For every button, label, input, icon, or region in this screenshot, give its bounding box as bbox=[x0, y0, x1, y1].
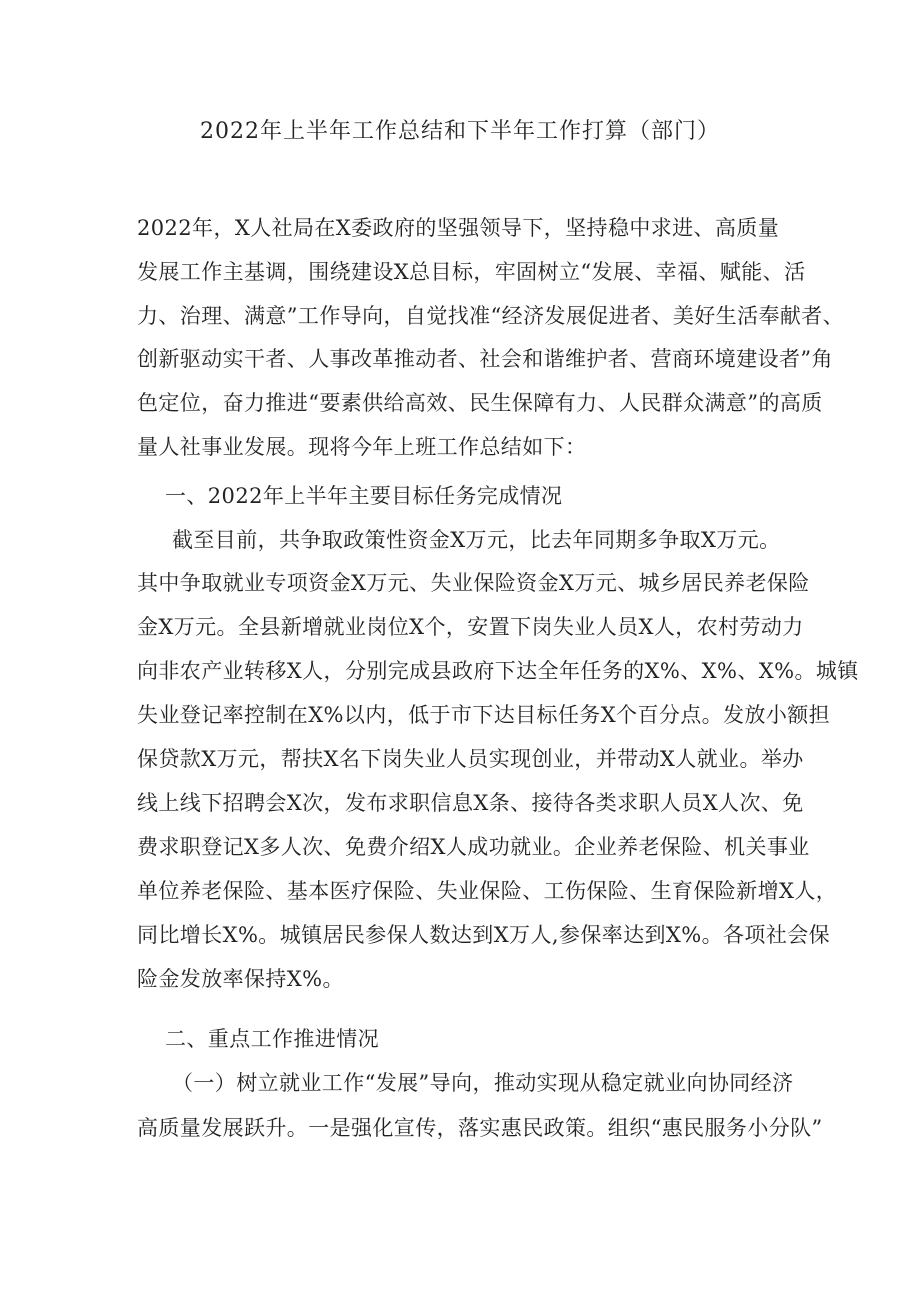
paragraph-line: 其中争取就业专项资金X万元、失业保险资金X万元、城乡居民养老保险 bbox=[137, 571, 810, 595]
paragraph-line: 线上线下招聘会X次，发布求职信息X条、接待各类求职人员X人次、免 bbox=[137, 791, 804, 815]
paragraph-line: 险金发放率保持X%。 bbox=[137, 967, 344, 991]
section-heading: 二、重点工作推进情况 bbox=[165, 1027, 379, 1051]
paragraph-line: 力、治理、满意”工作导向，自觉找准“经济发展促进者、美好生活奉献者、 bbox=[137, 304, 845, 328]
paragraph-line: 向非农产业转移X人，分别完成县政府下达全年任务的X%、X%、X%。城镇 bbox=[137, 659, 859, 683]
paragraph-line: 高质量发展跃升。一是强化宣传，落实惠民政策。组织“惠民服务小分队” bbox=[137, 1116, 823, 1140]
paragraph-line: 金X万元。全县新增就业岗位X个，安置下岗失业人员X人，农村劳动力 bbox=[137, 615, 804, 639]
paragraph-line: 量人社事业发展。现将今年上班工作总结如下： bbox=[137, 435, 587, 459]
section-heading: 一、2022年上半年主要目标任务完成情况 bbox=[165, 484, 563, 508]
document-title: 2022年上半年工作总结和下半年工作打算（部门） bbox=[200, 119, 720, 144]
paragraph-line: 单位养老保险、基本医疗保险、失业保险、工伤保险、生育保险新增X人， bbox=[137, 879, 838, 903]
paragraph-line: 截至目前，共争取政策性资金X万元，比去年同期多争取X万元。 bbox=[172, 528, 781, 552]
paragraph-line: 创新驱动实干者、人事改革推动者、社会和谐维护者、营商环境建设者”角 bbox=[137, 347, 833, 371]
paragraph-line: 失业登记率控制在X%以内，低于市下达目标任务X个百分点。发放小额担 bbox=[137, 703, 831, 727]
paragraph-line: 保贷款X万元，帮扶X名下岗失业人员实现创业，并带动X人就业。举办 bbox=[137, 747, 804, 771]
paragraph-line: （一）树立就业工作“发展”导向，推动实现从稳定就业向协同经济 bbox=[172, 1071, 794, 1095]
paragraph-line: 发展工作主基调，围绕建设X总目标，牢固树立“发展、幸福、赋能、活 bbox=[137, 260, 806, 284]
paragraph-line: 2022年，X人社局在X委政府的坚强领导下，坚持稳中求进、高质量 bbox=[137, 216, 780, 240]
paragraph-line: 色定位，奋力推进“要素供给高效、民生保障有力、人民群众满意”的高质 bbox=[137, 391, 823, 415]
paragraph-line: 费求职登记X多人次、免费介绍X人成功就业。企业养老保险、机关事业 bbox=[137, 835, 810, 859]
paragraph-line: 同比增长X%。城镇居民参保人数达到X万人,参保率达到X%。各项社会保 bbox=[137, 923, 831, 947]
